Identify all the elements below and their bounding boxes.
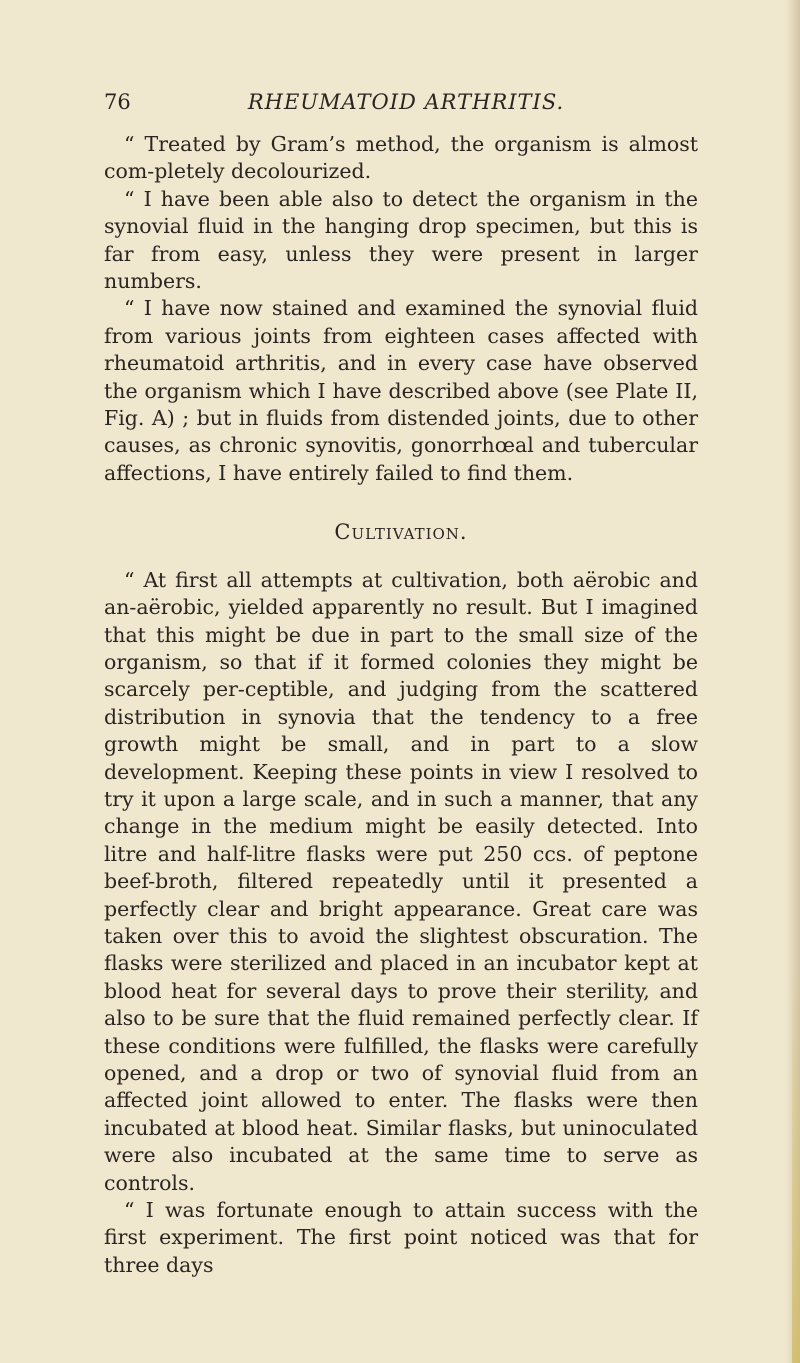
paragraph: “ I was fortunate enough to attain success with the first experiment. The first point noticed was that for three days <box>104 1198 698 1277</box>
page-edge-stain <box>792 963 800 1363</box>
running-head <box>104 90 698 120</box>
paragraph: “ Treated by Gram’s method, the organism is almost com-pletely decolourized. <box>104 132 698 184</box>
running-title: RHEUMATOID ARTHRITIS. <box>247 90 565 114</box>
paragraph: “ I have been able also to detect the organism in the synovial fluid in the hanging drop specimen, but this is far from easy, unless they were present in larger numbers. <box>104 186 698 294</box>
body-text <box>104 131 698 1279</box>
page-number: 76 <box>104 90 131 114</box>
paragraph: “ At first all attempts at cultivation, both aërobic and an-aërobic, yielded apparently no result. But I imagined that this might be due in part to the small size of the organism, so that if it formed colonies they might be scarcely per-ceptible, and judging from the scattered distribution in synovia that the tendency to a free growth might be small, and in part to a slow development. Keeping these points in view I resolved to try it upon a large scale, and in such a manner, that any change in the medium might be easily detected. Into litre and half-litre flasks were put 250 ccs. of peptone beef-broth, filtered repeatedly until it presented a perfectly clear and bright appearance. Great care was taken over this to avoid the slightest obscuration. The flasks were sterilized and placed in an incubator kept at blood heat for several days to prove their sterility, and also to be sure that the fluid remained perfectly clear. If these conditions were fulfilled, the flasks were carefully opened, and a drop or two of synovial fluid from an affected joint allowed to enter. The flasks were then incubated at blood heat. Similar flasks, but uninoculated were also incubated at the same time to serve as controls. <box>104 567 698 1195</box>
section-heading: Cultivation. <box>334 520 468 545</box>
paragraph: “ I have now stained and examined the synovial fluid from various joints from eighteen cases affected with rheumatoid arthritis, and in every case have observed the organism which I have described above (see Plate II, Fig. A) ; but in fluids from distended joints, due to other causes, as chronic synovitis, gonorrhœal and tubercular affections, I have entirely failed to find them. <box>104 296 698 485</box>
